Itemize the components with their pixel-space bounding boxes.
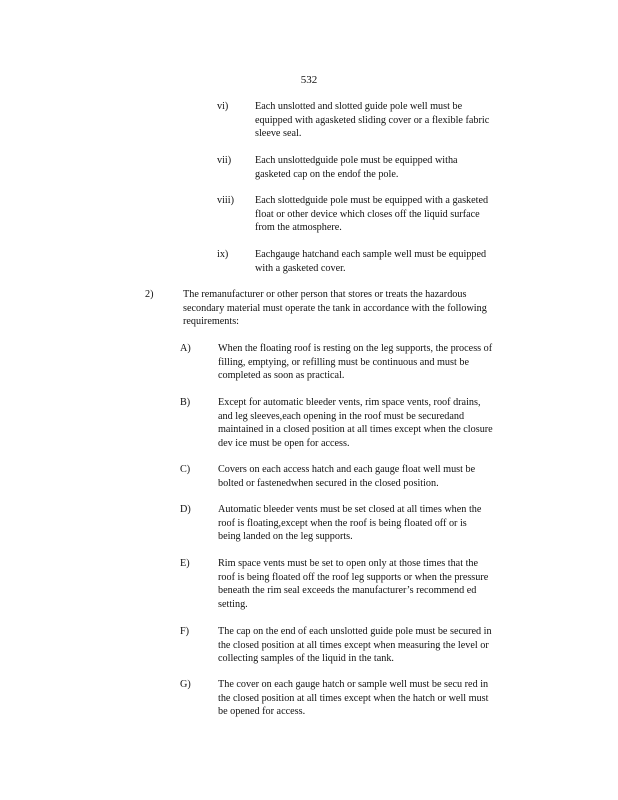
list-item-F [180, 625, 542, 666]
list-item-text [218, 342, 542, 383]
text-line: dev ice must be open for access. [218, 437, 350, 449]
list-item-text [218, 557, 542, 611]
list-item-label: F) [180, 626, 190, 637]
list-item-text [255, 100, 533, 141]
text-line: When the floating roof is resting on the leg supports, the process of [218, 343, 493, 354]
text-line: secondary material must operate the tank in accordance with the following [183, 302, 487, 314]
text-line: filling, emptying, or refilling must be continuous and must be [218, 356, 469, 368]
text-line: bolted or fastenedwhen secured in the closed position. [218, 477, 439, 489]
list-item-label: B) [180, 397, 191, 408]
list-item-text [255, 248, 533, 275]
text-line: roof is being floated off the roof leg supports or when the pressure [218, 571, 489, 583]
list-item-2 [145, 288, 539, 329]
text-line: Each unslottedguide pole must be equipped witha [255, 155, 458, 166]
list-item-label: E) [180, 558, 190, 569]
text-line: Each unslotted and slotted guide pole well must be [255, 101, 463, 112]
text-line: Automatic bleeder vents must be set closed at all times when the [218, 504, 482, 515]
list-item-text [183, 288, 539, 329]
text-line: requirements: [183, 316, 240, 328]
list-item-G [180, 678, 542, 719]
text-line: and leg sleeves,each opening in the roof must be securedand [218, 410, 465, 422]
list-item-D [180, 503, 542, 544]
text-line: Except for automatic bleeder vents, rim space vents, roof drains, [218, 397, 481, 408]
text-line: collecting samples of the liquid in the tank. [218, 653, 394, 665]
list-item-B [180, 396, 542, 450]
text-line: Rim space vents must be set to open only at those times that the [218, 558, 479, 569]
list-item-viii [217, 194, 533, 235]
list-item-label: D) [180, 504, 191, 515]
text-line: be opened for access. [218, 706, 306, 718]
list-item-text [218, 503, 542, 544]
text-line: beneath the rim seal exceeds the manufacturer’s recommend ed [218, 585, 477, 597]
list-item-ix [217, 248, 533, 275]
text-line: Eachgauge hatchand each sample well must be equipped [255, 249, 487, 260]
list-item-text [218, 396, 542, 450]
text-line: The cap on the end of each unslotted guide pole must be secured in [218, 626, 492, 637]
list-item-C [180, 463, 542, 490]
text-line: equipped with agasketed sliding cover or a flexible fabric [255, 114, 490, 126]
text-line: maintained in a closed position at all times except when the closure [218, 424, 493, 436]
text-line: roof is floating,except when the roof is being floated off or is [218, 517, 467, 529]
text-line: setting. [218, 598, 248, 610]
list-item-label: C) [180, 464, 191, 475]
list-item-label: G) [180, 679, 191, 690]
list-item-text [218, 678, 542, 719]
list-item-label: vii) [217, 155, 232, 166]
text-line: sleeve seal. [255, 128, 302, 140]
text-line: the closed position at all times except when measuring the level or [218, 639, 489, 651]
list-item-label: vi) [217, 101, 229, 112]
list-item-label: 2) [145, 289, 154, 300]
text-line: completed as soon as practical. [218, 370, 345, 382]
page-number: 532 [300, 74, 318, 86]
text-line: Each slottedguide pole must be equipped with a gasketed [255, 195, 489, 206]
text-line: with a gasketed cover. [255, 262, 346, 274]
text-line: float or other device which closes off the liquid surface [255, 208, 480, 220]
list-item-text [218, 463, 542, 490]
list-item-vii [217, 154, 533, 181]
text-line: The cover on each gauge hatch or sample well must be secu red in [218, 679, 489, 690]
text-line: The remanufacturer or other person that stores or treats the hazardous [183, 289, 467, 300]
list-item-vi [217, 100, 533, 141]
text-line: from the atmosphere. [255, 222, 342, 234]
text-line: gasketed cap on the endof the pole. [255, 168, 399, 180]
list-item-E [180, 557, 542, 611]
list-item-label: ix) [217, 249, 229, 260]
text-line: being landed on the leg supports. [218, 531, 353, 543]
list-item-text [218, 625, 542, 666]
list-item-text [255, 194, 533, 235]
text-line: Covers on each access hatch and each gauge float well must be [218, 464, 476, 475]
text-line: the closed position at all times except when the hatch or well must [218, 692, 489, 704]
list-item-label: viii) [217, 195, 234, 206]
list-item-A [180, 342, 542, 383]
list-item-text [255, 154, 533, 181]
list-item-label: A) [180, 343, 191, 354]
